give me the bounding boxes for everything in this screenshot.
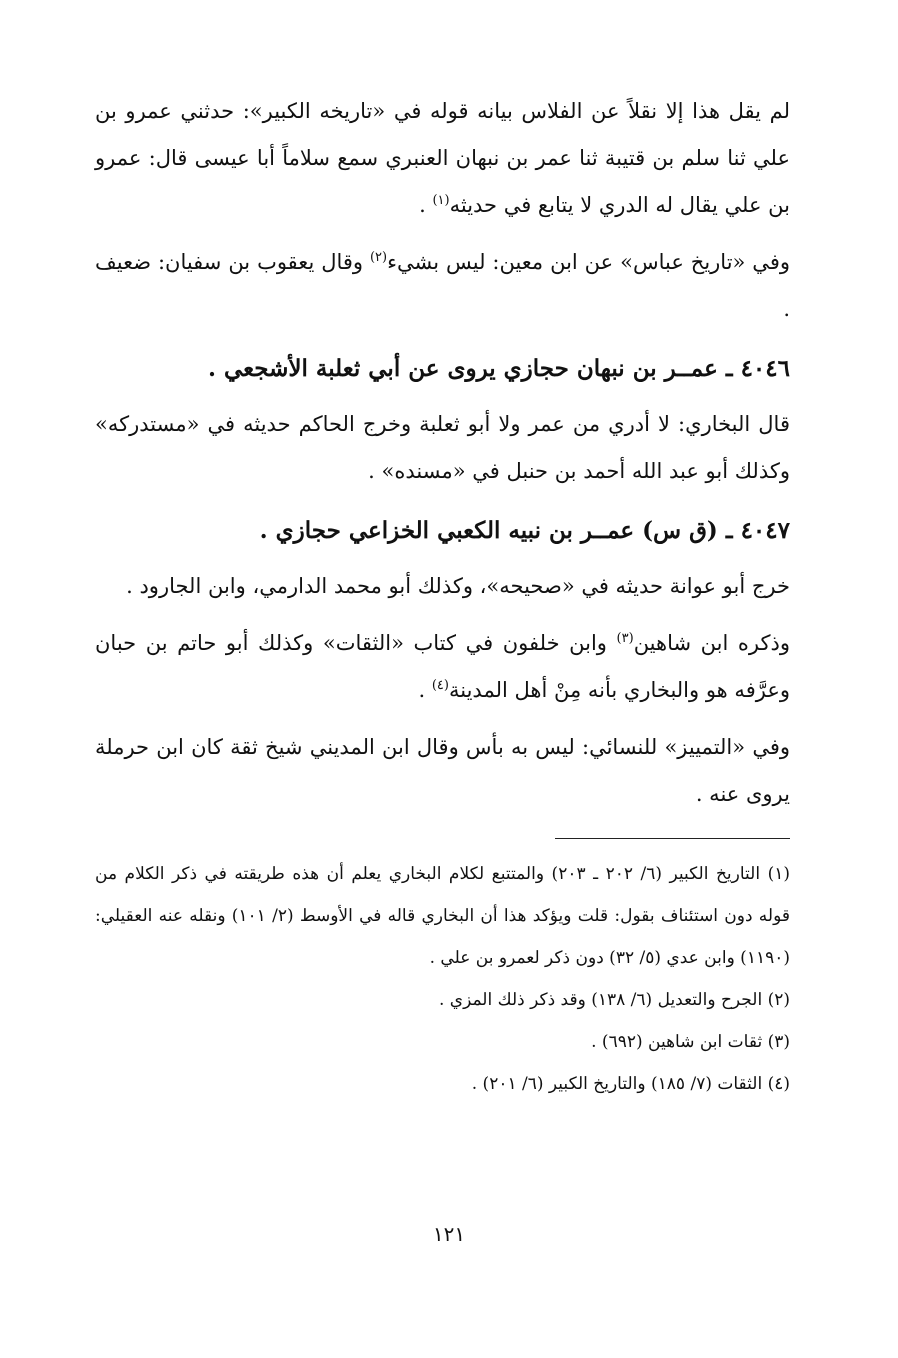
paragraph-2-tail: وقال يعقوب بن سفيان: ضعيف . bbox=[95, 250, 790, 321]
paragraph-1 bbox=[95, 88, 790, 229]
entry-4046-heading: ٤٠٤٦ ـ عمــر بن نبهان حجازي يروى عن أبي ثعلبة الأشجعي . bbox=[207, 355, 790, 382]
footnote-ref-2[interactable]: (٢) bbox=[369, 250, 388, 265]
footnotes bbox=[95, 853, 790, 1105]
paragraph-1-tail: . bbox=[419, 193, 433, 217]
footnote-4: (٤) الثقات (٧/ ١٨٥) والتاريخ الكبير (٦/ ٢٠١) . bbox=[471, 1074, 790, 1094]
page-number: ١٢١ bbox=[432, 1222, 466, 1246]
footnote-ref-3[interactable]: (٣) bbox=[616, 631, 634, 646]
entry-4047-heading: ٤٠٤٧ ـ (ق س) عمــر بن نبيه الكعبي الخزاعي حجازي . bbox=[259, 517, 790, 544]
footnote-ref-4[interactable]: (٤) bbox=[431, 678, 449, 693]
footnote-3: (٣) ثقات ابن شاهين (٦٩٢) . bbox=[591, 1032, 790, 1052]
paragraph-1-text: لم يقل هذا إلا نقلاً عن الفلاس بيانه قوله في «تاريخه الكبير»: حدثني عمرو بن علي ثنا سلم بن قتيبة ثنا عمر بن نبهان العنبري سمع سلاماً أبا عيسى قال: عمرو بن علي يقال له الدري لا يتابع في حديثه bbox=[95, 99, 790, 217]
entry-4047-paragraph-2 bbox=[95, 620, 790, 714]
page-body bbox=[95, 88, 790, 1105]
entry-4047-paragraph-3 bbox=[95, 724, 790, 818]
entry-4047-p2-b: وابن خلفون في كتاب «الثقات» وكذلك أبو حاتم بن حبان وعرَّفه هو والبخاري بأنه مِنْ أهل المدينة bbox=[95, 631, 790, 702]
entry-4047-p2-a: وذكره ابن شاهين bbox=[633, 631, 790, 655]
entry-4047-p3-text: وفي «التمييز» للنسائي: ليس به بأس وقال ابن المديني شيخ ثقة كان ابن حرملة يروى عنه . bbox=[95, 735, 790, 806]
entry-4046-text: قال البخاري: لا أدري من عمر ولا أبو ثعلبة وخرج الحاكم حديثه في «مستدركه» وكذلك أبو عبد الله أحمد بن حنبل في «مسنده» . bbox=[95, 412, 790, 483]
paragraph-2 bbox=[95, 239, 790, 333]
entry-4047-paragraph-1 bbox=[95, 563, 790, 610]
paragraph-2-text: وفي «تاريخ عباس» عن ابن معين: ليس بشيء bbox=[387, 250, 790, 274]
entry-4047-p1-text: خرج أبو عوانة حديثه في «صحيحه»، وكذلك أبو محمد الدارمي، وابن الجارود . bbox=[126, 574, 790, 598]
footnote-divider bbox=[555, 838, 790, 839]
entry-4047-p2-tail: . bbox=[418, 678, 432, 702]
footnote-1: (١) التاريخ الكبير (٦/ ٢٠٢ ـ ٢٠٣) والمتتبع لكلام البخاري يعلم أن هذه طريقته في ذكر الكلام من قوله دون استئناف بقول: قلت ويؤكد هذا أن البخاري قاله في الأوسط (٢/ ١٠١) ونقله عنه العقيلي: (١١٩٠) وابن عدي (٥/ ٣٢) دون ذكر لعمرو بن علي . bbox=[95, 864, 790, 968]
footnote-2: (٢) الجرح والتعديل (٦/ ١٣٨) وقد ذكر ذلك المزي . bbox=[438, 990, 790, 1010]
footnote-ref-1[interactable]: (١) bbox=[432, 193, 450, 208]
entry-4046-body bbox=[95, 401, 790, 495]
